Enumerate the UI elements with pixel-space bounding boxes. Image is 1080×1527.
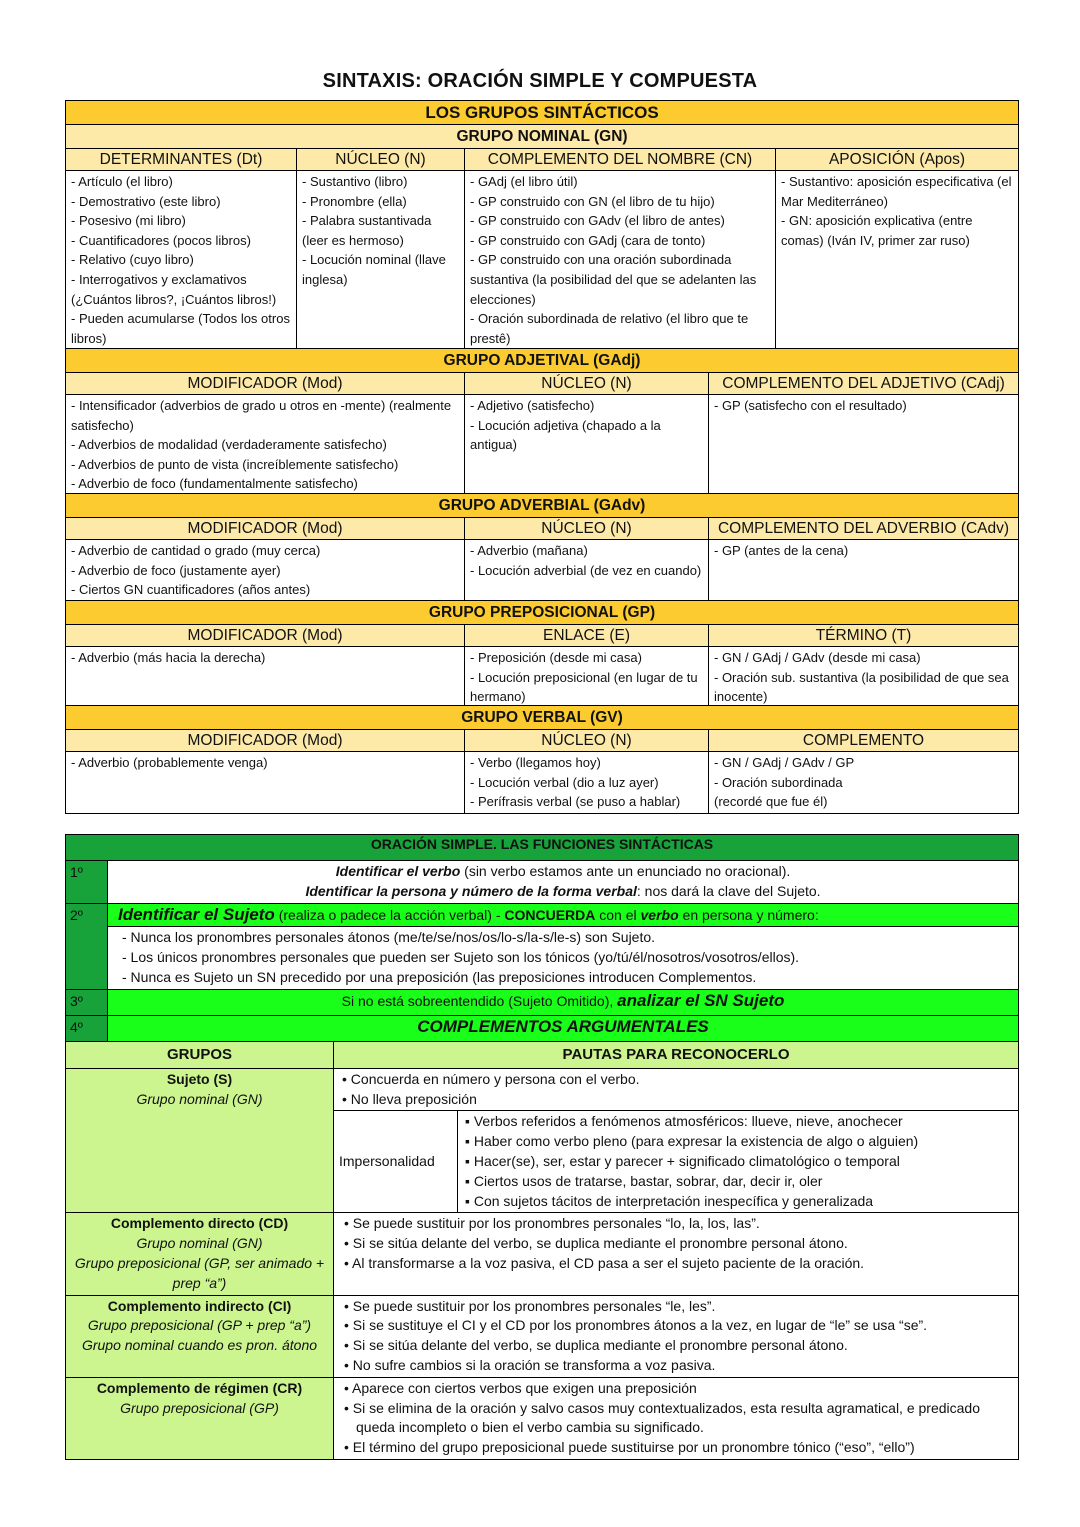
- groups-header: LOS GRUPOS SINTÁCTICOS: [66, 101, 1019, 125]
- groups-table: [65, 100, 1019, 350]
- list-item: - Adverbio (probablemente venga): [71, 755, 268, 770]
- gadv-col-comp: COMPLEMENTO DEL ADVERBIO (CAdv): [709, 518, 1019, 540]
- list-item: • Se puede sustituir por los pronombres personales “lo, la, los, las”.: [344, 1215, 760, 1232]
- gn-title: GRUPO NOMINAL (GN): [66, 125, 1019, 149]
- step2-rest1: (realiza o padece la acción verbal) -: [274, 906, 505, 923]
- gadj-col-mod: MODIFICADOR (Mod): [66, 373, 465, 395]
- step3-num: 3º: [66, 989, 108, 1015]
- ci-name: Complemento indirecto (CI): [107, 1297, 292, 1314]
- list-item: - Oración subordinada: [714, 774, 843, 790]
- simple-table: [65, 834, 1019, 1460]
- gadj-nuc-cell: [465, 395, 709, 496]
- gv-col-nuc: NÚCLEO (N): [465, 730, 709, 752]
- gadj-col-nuc: NÚCLEO (N): [465, 373, 709, 395]
- list-item: - GP construido con una oración subordinada sustantiva (la posibilidad del que se adelanten las elecciones): [470, 252, 757, 307]
- list-item: - Oración subordinada de relativo (el libro que te prestê): [470, 311, 749, 346]
- sujeto-pautas: [334, 1068, 1019, 1111]
- step3-a: Si no está sobreentendido (Sujeto Omitido),: [341, 992, 618, 1009]
- list-item: (recordé que fue él): [714, 794, 828, 810]
- step3-b: analizar el SN Sujeto: [617, 990, 785, 1010]
- list-item: - Locución adverbial (de vez en cuando): [470, 562, 702, 578]
- gv-nuc-cell: [465, 752, 709, 814]
- gv-col-mod: MODIFICADOR (Mod): [66, 730, 465, 752]
- list-item: • Si se sitúa delante del verbo, se duplica mediante el pronombre personal átono.: [344, 1235, 848, 1252]
- list-item: • Concuerda en número y persona con el verbo.: [342, 1070, 640, 1087]
- step1-text: [108, 861, 1019, 904]
- gp-enl-cell: [465, 647, 709, 709]
- gp-mod-cell: [66, 647, 465, 709]
- list-item: - Nunca los pronombres personales átonos (me/te/se/nos/os/lo-s/la-s/le-s) son Sujeto.: [122, 929, 656, 946]
- gp-col-ter: TÉRMINO (T): [709, 625, 1019, 647]
- list-item: - Adverbios de punto de vista (increíblemente satisfecho): [71, 456, 399, 472]
- ci-pautas: [334, 1295, 1019, 1377]
- gn-col-det: DETERMINANTES (Dt): [66, 149, 297, 171]
- list-item: - Sustantivo (libro): [302, 174, 408, 189]
- gp-col-mod: MODIFICADOR (Mod): [66, 625, 465, 647]
- list-item: - Intensificador (adverbios de grado u otros en -mente) (realmente satisfecho): [71, 398, 452, 433]
- list-item: • Al transformarse a la voz pasiva, el CD pasa a ser el sujeto paciente de la oración.: [344, 1254, 865, 1271]
- list-item: - Ciertos GN cuantificadores (años antes): [71, 582, 311, 598]
- list-item: • No lleva preposición: [342, 1090, 477, 1107]
- list-item: - Adverbio de foco (justamente ayer): [71, 562, 281, 578]
- gp-table: [65, 600, 1019, 709]
- list-item: - Locución nominal (llave inglesa): [302, 252, 446, 287]
- list-item: ▪ Ciertos usos de tratarse, bastar, sobrar, dar, decir ir, oler: [465, 1172, 823, 1189]
- cr-pautas: [334, 1377, 1019, 1459]
- step4-title: COMPLEMENTOS ARGUMENTALES: [417, 1016, 709, 1036]
- list-item: • El término del grupo preposicional puede sustituirse por un pronombre tónico (“eso”, “ello”): [344, 1439, 915, 1456]
- step1-num: 1º: [66, 861, 108, 904]
- list-item: • Se puede sustituir por los pronombres personales “le, les”.: [344, 1297, 716, 1314]
- gn-col-cn: COMPLEMENTO DEL NOMBRE (CN): [465, 149, 776, 171]
- step1-a-bold: Identificar el verbo: [335, 863, 461, 879]
- list-item: - Oración sub. sustantiva (la posibilidad de que sea inocente): [714, 669, 1009, 705]
- cd-sub-2: Grupo preposicional (GP, ser animado + prep “a”): [74, 1254, 325, 1291]
- list-item: - Adjetivo (satisfecho): [470, 398, 595, 413]
- page-title: SINTAXIS: ORACIÓN SIMPLE Y COMPUESTA: [322, 70, 758, 92]
- step2-rest3: en persona y número:: [678, 906, 819, 923]
- list-item: • No sufre cambios si la oración se transforma a voz pasiva.: [344, 1356, 716, 1373]
- list-item: ▪ Con sujetos tácitos de interpretación inespecífica y generalizada: [465, 1192, 874, 1209]
- step2-notes: [108, 927, 1019, 989]
- list-item: • Si se sitúa delante del verbo, se duplica mediante el pronombre personal átono.: [344, 1337, 848, 1354]
- list-item: - Artículo (el libro): [71, 174, 173, 189]
- simple-header: ORACIÓN SIMPLE. LAS FUNCIONES SINTÁCTICAS: [66, 835, 1019, 861]
- col-grupos: GRUPOS: [66, 1041, 334, 1068]
- step1-a: (sin verbo estamos ante un enunciado no oracional).: [460, 863, 791, 879]
- gadj-mod-cell: [66, 395, 465, 496]
- list-item: - GAdj (el libro útil): [470, 174, 578, 189]
- ci-sub-1: Grupo preposicional (GP + prep “a”): [87, 1317, 312, 1334]
- gadv-title: GRUPO ADVERBIAL (GAdv): [66, 494, 1019, 518]
- cr-name: Complemento de régimen (CR): [96, 1379, 303, 1396]
- gadj-comp-cell: [709, 395, 1019, 496]
- gv-col-comp: COMPLEMENTO: [709, 730, 1019, 752]
- list-item: - Adverbios de modalidad (verdaderamente satisfecho): [71, 437, 387, 453]
- cd-pautas: [334, 1213, 1019, 1295]
- gadv-col-nuc: NÚCLEO (N): [465, 518, 709, 540]
- impersonalidad-list: [458, 1111, 1019, 1213]
- list-item: - GN: aposición explicativa (entre comas) (Iván IV, primer zar ruso): [781, 213, 973, 248]
- gv-comp-cell: [709, 752, 1019, 814]
- list-item: - Palabra sustantivada (leer es hermoso): [302, 213, 432, 248]
- ci-cell: [66, 1295, 334, 1377]
- sujeto-name: Sujeto (S): [166, 1070, 233, 1087]
- list-item: - Locución preposicional (en lugar de tu hermano): [470, 669, 698, 705]
- list-item: - GN / GAdj / GAdv / GP: [714, 755, 855, 770]
- list-item: - Perífrasis verbal (se puso a hablar): [470, 794, 681, 810]
- gv-title: GRUPO VERBAL (GV): [66, 706, 1019, 730]
- gadj-col-comp: COMPLEMENTO DEL ADJETIVO (CAdj): [709, 373, 1019, 395]
- ci-sub-2: Grupo nominal cuando es pron. átono: [81, 1337, 318, 1354]
- col-pautas: PAUTAS PARA RECONOCERLO: [334, 1041, 1019, 1068]
- list-item: - GP (antes de la cena): [714, 543, 849, 558]
- gn-apos-cell: [776, 171, 1019, 350]
- step1-b: : nos dará la clave del Sujeto.: [636, 882, 821, 899]
- gadj-table: [65, 348, 1019, 496]
- list-item: - GP construido con GAdj (cara de tonto): [470, 232, 706, 248]
- cd-cell: [66, 1213, 334, 1295]
- list-item: ▪ Haber como verbo pleno (para expresar la existencia de algo o alguien): [465, 1133, 919, 1150]
- list-item: - Sustantivo: aposición especificativa (el Mar Mediterráneo): [781, 174, 1012, 209]
- list-item: - Los únicos pronombres personales que pueden ser Sujeto son los tónicos (yo/tú/él/nosotros/vosotros/ellos).: [122, 949, 800, 966]
- sujeto-sub: Grupo nominal (GN): [136, 1090, 263, 1107]
- cd-sub-1: Grupo nominal (GN): [136, 1235, 263, 1252]
- gp-col-enl: ENLACE (E): [465, 625, 709, 647]
- gadv-nuc-cell: [465, 540, 709, 602]
- list-item: - Relativo (cuyo libro): [71, 252, 194, 268]
- step2-num: 2º: [66, 903, 108, 989]
- step2-title-row: [108, 903, 1019, 927]
- gn-col-apos: APOSICIÓN (Apos): [776, 149, 1019, 171]
- gn-det-cell: [66, 171, 297, 350]
- list-item: • Si se elimina de la oración y salvo casos muy contextualizados, esta resulta agramatical, e predicado queda incompleto o bien el verbo cambia su significado.: [344, 1399, 981, 1436]
- gadv-table: [65, 493, 1019, 602]
- step2-rest2: con el: [595, 906, 641, 923]
- gadv-comp-cell: [709, 540, 1019, 602]
- list-item: - Adverbio de cantidad o grado (muy cerca): [71, 543, 321, 558]
- list-item: ▪ Hacer(se), ser, estar y parecer + significado climatológico o temporal: [465, 1152, 900, 1169]
- cr-sub-1: Grupo preposicional (GP): [120, 1399, 279, 1416]
- gv-table: [65, 705, 1019, 814]
- impersonalidad-label: Impersonalidad: [334, 1111, 458, 1213]
- gn-nuc-cell: [297, 171, 465, 350]
- list-item: • Aparece con ciertos verbos que exigen una preposición: [344, 1379, 697, 1396]
- gn-cn-cell: [465, 171, 776, 350]
- step4-num: 4º: [66, 1015, 108, 1041]
- list-item: - Verbo (llegamos hoy): [470, 755, 601, 770]
- step2-concuerda: CONCUERDA: [504, 906, 596, 923]
- step2-title: Identificar el Sujeto: [118, 904, 275, 924]
- list-item: ▪ Verbos referidos a fenómenos atmosféricos: llueve, nieve, anochecer: [465, 1113, 903, 1130]
- gv-mod-cell: [66, 752, 465, 814]
- list-item: - Posesivo (mi libro): [71, 213, 186, 229]
- list-item: - Cuantificadores (pocos libros): [71, 232, 251, 248]
- gp-title: GRUPO PREPOSICIONAL (GP): [66, 601, 1019, 625]
- gn-col-nuc: NÚCLEO (N): [297, 149, 465, 171]
- list-item: - Adverbio (más hacia la derecha): [71, 650, 266, 665]
- list-item: - GP (satisfecho con el resultado): [714, 398, 907, 413]
- sujeto-cell: [66, 1068, 334, 1213]
- list-item: - Nunca es Sujeto un SN precedido por una preposición (las preposiciones introducen Complementos.: [122, 968, 757, 985]
- list-item: - Demostrativo (este libro): [71, 193, 221, 209]
- gadv-col-mod: MODIFICADOR (Mod): [66, 518, 465, 540]
- list-item: - GN / GAdj / GAdv (desde mi casa): [714, 650, 921, 665]
- list-item: • Si se sustituye el CI y el CD por los pronombres átonos a la vez, en lugar de “le” se usa “se”.: [344, 1317, 928, 1334]
- gadv-mod-cell: [66, 540, 465, 602]
- list-item: - Pueden acumularse (Todos los otros libros): [71, 311, 290, 346]
- list-item: - Adverbio de foco (fundamentalmente satisfecho): [71, 476, 358, 492]
- step3-text: [108, 989, 1019, 1015]
- step1-b-bold: Identificar la persona y número de la forma verbal: [305, 882, 637, 899]
- list-item: - Locución verbal (dio a luz ayer): [470, 774, 659, 790]
- list-item: - Locución adjetiva (chapado a la antigua): [470, 417, 661, 453]
- list-item: - Interrogativos y exclamativos (¿Cuántos libros?, ¡Cuántos libros!): [71, 271, 277, 307]
- step4-text: [108, 1015, 1019, 1041]
- list-item: - Adverbio (mañana): [470, 543, 588, 558]
- list-item: - GP construido con GN (el libro de tu hijo): [470, 193, 715, 209]
- gp-ter-cell: [709, 647, 1019, 709]
- list-item: - Pronombre (ella): [302, 193, 407, 209]
- step2-verbo: verbo: [640, 906, 679, 923]
- cr-cell: [66, 1377, 334, 1459]
- list-item: - Preposición (desde mi casa): [470, 650, 642, 665]
- list-item: - GP construido con GAdv (el libro de antes): [470, 213, 725, 229]
- cd-name: Complemento directo (CD): [110, 1215, 289, 1232]
- gadj-title: GRUPO ADJETIVAL (GAdj): [66, 349, 1019, 373]
